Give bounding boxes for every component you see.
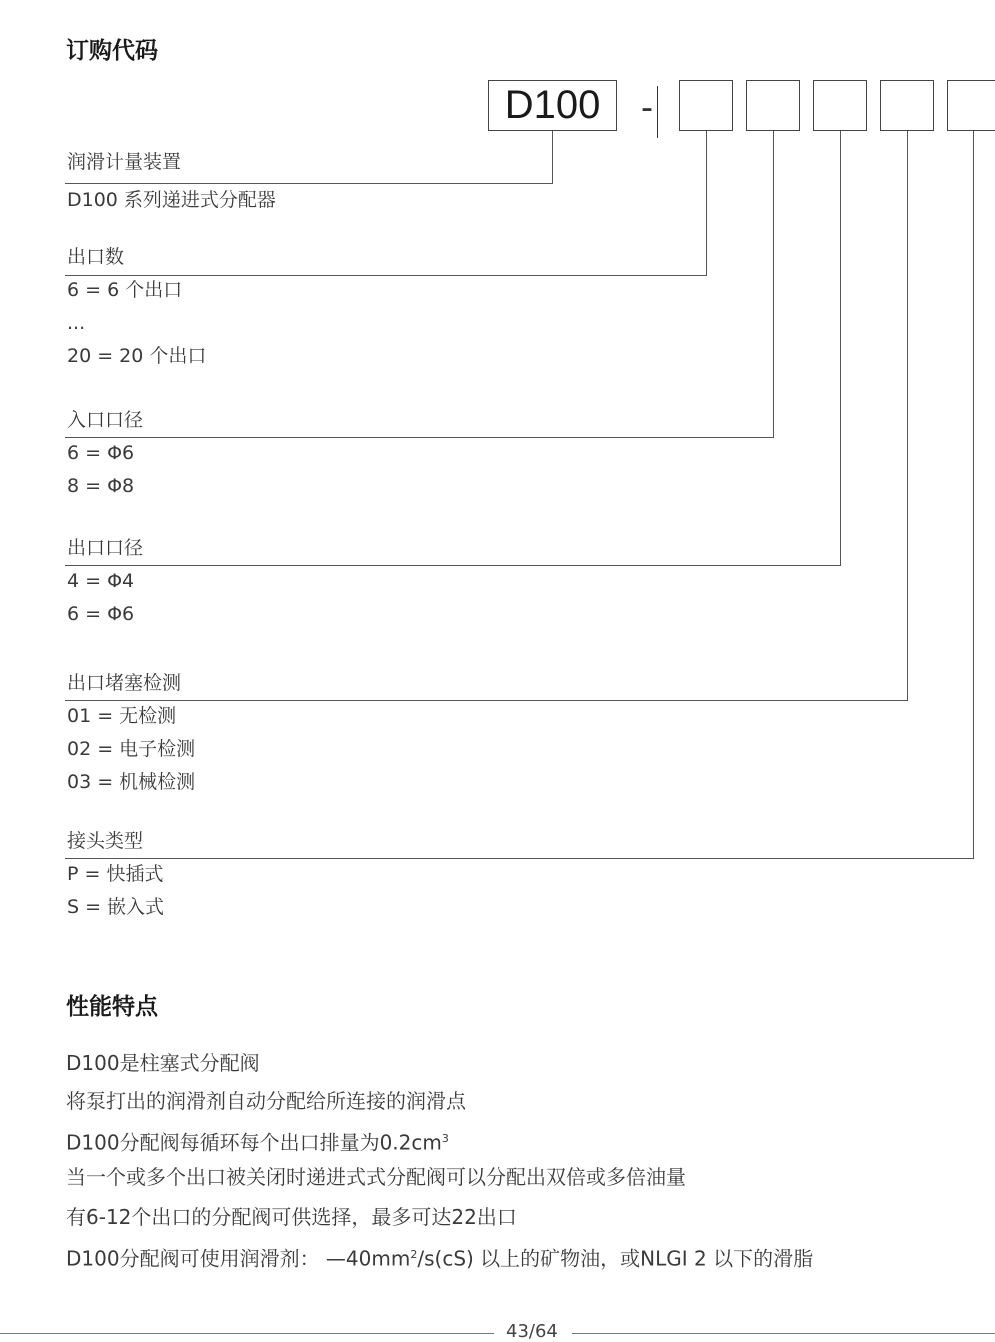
code-box-blockage (880, 80, 934, 131)
leader-vline-inlet (773, 131, 774, 437)
option-device-1: D100 系列递进式分配器 (67, 189, 276, 211)
footer-rule-right (572, 1333, 995, 1334)
leader-hline-inlet (65, 437, 774, 438)
cubic-superscript: 3 (441, 1132, 449, 1145)
leader-vline-device (552, 131, 553, 183)
code-prefix-box: D100 (488, 80, 617, 131)
option-outlet-size-1: 4 = Φ4 (67, 570, 135, 592)
leader-hline-outlet-size (65, 565, 841, 566)
code-dash: - (641, 86, 653, 127)
footer-rule-left (0, 1333, 494, 1334)
option-outlets-ellipsis: ... (67, 312, 86, 334)
option-blockage-1: 01 = 无检测 (67, 705, 177, 727)
leader-vline-connector (973, 131, 974, 858)
option-inlet-1: 6 = Φ6 (67, 442, 135, 464)
option-connector-2: S = 嵌入式 (67, 896, 165, 918)
feature-line-6: D100分配阀可使用润滑剂： $—40mm^2/s(cS)$ 以上的矿物油，或NLGI 2 以下的滑脂 (66, 1246, 814, 1271)
feature-line-5: 有6-12个出口的分配阀可供选择，最多可达22出口 (66, 1205, 517, 1229)
group-title-inlet: 入口口径 (67, 409, 144, 431)
group-title-outlet-size: 出口口径 (67, 537, 144, 559)
feature-line-1: D100是柱塞式分配阀 (66, 1051, 260, 1075)
option-outlets-1: 6 = 6 个出口 (67, 279, 183, 301)
feature-line-3: D100分配阀每循环每个出口排量为$0.2cm^3$ (66, 1130, 449, 1155)
leader-hline-connector (65, 858, 974, 859)
code-box-connector (947, 80, 995, 131)
leader-vline-outlet-size (840, 131, 841, 565)
group-title-device: 润滑计量装置 (67, 151, 182, 173)
leader-hline-blockage (65, 700, 908, 701)
order-code-heading: 订购代码 (66, 38, 158, 64)
feature-line-2: 将泵打出的润滑剂自动分配给所连接的润滑点 (66, 1089, 466, 1113)
group-title-outlets: 出口数 (67, 246, 125, 268)
code-box-outlet-size (813, 80, 867, 131)
leader-hline-device (65, 183, 553, 184)
group-title-connector: 接头类型 (67, 830, 144, 852)
feature-line-4: 当一个或多个出口被关闭时递进式式分配阀可以分配出双倍或多倍油量 (66, 1165, 686, 1189)
code-box-inlet (746, 80, 800, 131)
option-outlets-2: 20 = 20 个出口 (67, 345, 207, 367)
leader-vline-outlets (706, 131, 707, 275)
option-connector-1: P = 快插式 (67, 863, 164, 885)
code-separator (657, 86, 658, 138)
leader-vline-blockage (907, 131, 908, 700)
square-superscript: 2 (410, 1248, 418, 1261)
group-title-blockage: 出口堵塞检测 (67, 672, 182, 694)
option-blockage-2: 02 = 电子检测 (67, 738, 196, 760)
option-inlet-2: 8 = Φ8 (67, 475, 135, 497)
leader-hline-outlets (65, 275, 707, 276)
page-number: 43/64 (506, 1321, 558, 1342)
option-outlet-size-2: 6 = Φ6 (67, 603, 135, 625)
code-box-outlets (679, 80, 733, 131)
option-blockage-3: 03 = 机械检测 (67, 771, 196, 793)
features-heading: 性能特点 (66, 994, 158, 1020)
